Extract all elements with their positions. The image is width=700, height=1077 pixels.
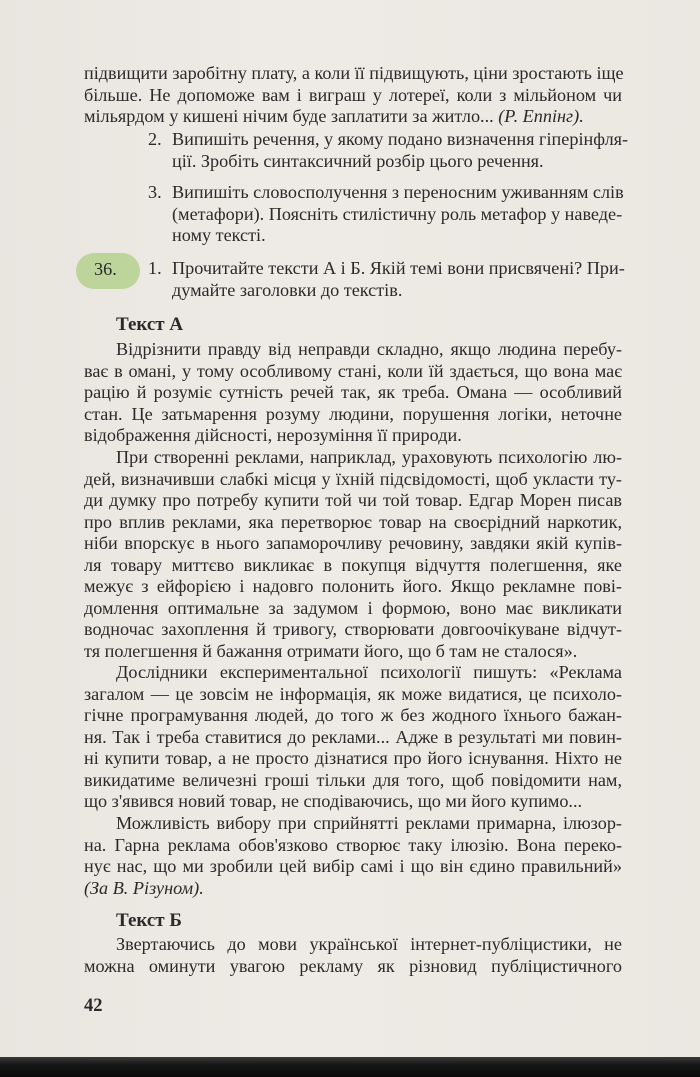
text-a-citation: (За В. Різуном).: [84, 877, 204, 898]
intro-line: підвищити заробітну плату, а коли її підвищують, ціни зростають іще: [84, 63, 624, 83]
task-number: 2.: [148, 129, 162, 149]
text-a-paragraph-1: Відрізнити правду від неправди складно, якщо людина перебу- ває в омані, у тому особливому стані, коли їй здається, що вона має рацію й розуміє сутність речей так, як треба. Омана — особливий стан. Це затьмарення розуму людини, порушення логіки, неточне відображення дійсності, нерозуміння її природи.: [84, 339, 622, 445]
text-a-paragraph-3: Дослідники експериментальної психології пишуть: «Реклама загалом — це зовсім не інформація, як може видатися, це психоло- гічне програмування людей, до того ж без жодного їхнього бажан- ня. Так і треба ставитися до реклами... Адже в результаті ми повин- ні купити товар, а не просто дізнатися про його існування. Ніхто не викидатиме величезні гроші тільки для того, щоб повідомити нам, що з'явився новий товар, не сподіваючись, що ми його купимо...: [84, 662, 622, 811]
intro-citation: (Р. Еппінг).: [498, 106, 584, 126]
task-number: 3.: [148, 182, 162, 202]
intro-line: більше. Не допоможе вам і виграш у лотереї, коли з мільйоном чи: [84, 84, 622, 105]
intro-line-last: мільярдом у кишені нічим буде заплатити за житло... (Р. Еппінг).: [84, 106, 584, 126]
text-a-paragraph-4: Можливість вибору при сприйнятті реклами примарна, ілюзор- на. Гарна реклама обов'язково створює таку ілюзію. Вона переко- нує нас, що ми зробили цей вибір самі і що він єдино правильний» (За В. Різуном).: [84, 813, 622, 898]
text-a-paragraph-2: При створенні реклами, наприклад, ураховують психологію лю- дей, визначивши слабкі місця у їхній підсвідомості, щоб укласти ту- ди думку про потребу купити той чи той товар. Едгар Морен писав про вплив реклами, яка перетворює товар на своєрідний наркотик, ніби впорскує в нього запаморочливу речовину, завдяки якій купів- ля товару миттєво викликає в покупця відчуття полегшення, яке межує з ейфорією і надовго полонить його. Якщо рекламне пові- домлення оптимальне за задумом і формою, воно має викликати водночас захоплення й тривогу, створювати довгоочікуване відчут- тя полегшення й бажання отримати його, що б там не сталося».: [84, 447, 622, 661]
exercise-number-badge: [76, 253, 140, 289]
text-a-heading: Текст А: [116, 314, 184, 335]
exercise-number: 36.: [94, 259, 117, 279]
task-number: 1.: [148, 258, 162, 278]
task-2: 2. Випишіть речення, у якому подано визначення гіперінфля- ції. Зробіть синтаксичний розбір цього речення.: [148, 129, 629, 171]
intro-paragraph: [84, 63, 622, 128]
text-b-heading: Текст Б: [116, 910, 182, 931]
page-number: 42: [84, 996, 103, 1016]
exercise-task-1: 1. Прочитайте тексти А і Б. Якій темі вони присвячені? При- думайте заголовки до текстів.: [148, 258, 625, 300]
task-3: 3. Випишіть словосполучення з переносним уживанням слів (метафори). Поясніть стилістичну роль метафор у наведе- ному тексті.: [148, 182, 624, 245]
text-b-paragraph: Звертаючись до мови української інтернет-публіцистики, не можна оминути увагою рекламу як різновид публіцистичного: [84, 934, 622, 976]
scan-edge-shadow: [0, 1057, 700, 1077]
